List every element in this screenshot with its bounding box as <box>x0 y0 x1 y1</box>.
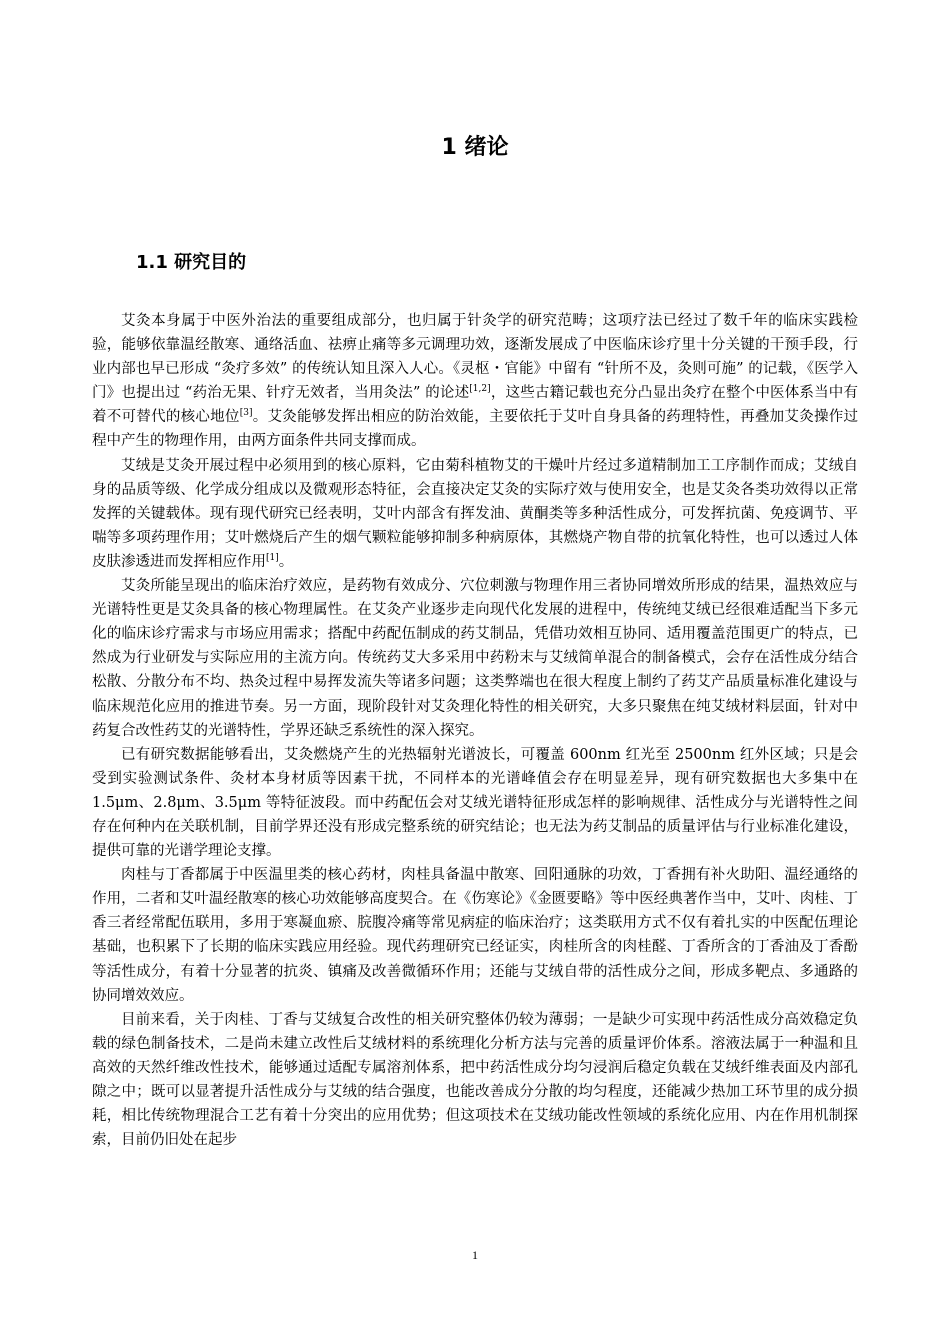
paragraph-2 <box>92 454 858 574</box>
page-number: 1 <box>472 1248 478 1262</box>
citation-ref: [3] <box>239 408 253 419</box>
chapter-title: 1 绪论 <box>441 135 509 160</box>
paragraph-4: 已有研究数据能够看出，艾灸燃烧产生的光热辐射光谱波长，可覆盖 600nm 红光至 2500nm 红外区域；只是会受到实验测试条件、灸材本身材质等因素干扰，不同样本的光谱峰值会存在明显差异，现有研究数据也大多集中在 1.5μm、2.8μm、3.5μm 等特征波段。而中药配伍会对艾绒光谱特征形成怎样的影响规律、活性成分与光谱特性之间存在何种内在关联机制，目前学界还没有形成完整系统的研究结论；也无法为药艾制品的质量评估与行业标准化建设，提供可靠的光谱学理论支撑。 <box>92 746 858 860</box>
citation-ref: [1,2] <box>469 384 491 395</box>
body-text <box>92 309 858 1152</box>
section-title: 1.1 研究目的 <box>136 252 247 273</box>
paragraph-text: 艾绒是艾灸开展过程中必须用到的核心原料，它由菊科植物艾的干燥叶片经过多道精制加工工序制作而成；艾绒自身的品质等级、化学成分组成以及微观形态特征，会直接决定艾灸的实际疗效与使用安全，也是艾灸各类功效得以正常发挥的关键载体。现有现代研究已经表明，艾叶内部含有挥发油、黄酮类等多种活性成分，可发挥抗菌、免疫调节、平喘等多项药理作用；艾叶燃烧后产生的烟气颗粒能够抑制多种病原体，其燃烧产物自带的抗氧化特性，也可以透过人体皮肤渗透进而发挥相应作用 <box>92 457 858 570</box>
paragraph-text: ，这些古籍记载也充分凸显出灸疗在整个中医体系当中有着不可替代的核心地位 <box>92 385 858 426</box>
paragraph-text: 。艾灸能够发挥出相应的防治效能，主要依托于艾叶自身具备的药理特性，再叠加艾灸操作过程中产生的物理作用，由两方面条件共同支撑而成。 <box>92 409 859 450</box>
paragraph-6: 目前来看，关于肉桂、丁香与艾绒复合改性的相关研究整体仍较为薄弱；一是缺少可实现中药活性成分高效稳定负载的绿色制备技术，二是尚未建立改性后艾绒材料的系统理化分析方法与完善的质量评价体系。溶液法属于一种温和且高效的天然纤维改性技术，能够通过适配专属溶剂体系，把中药活性成分均匀浸润后稳定负载在艾绒纤维表面及内部孔隙之中；既可以显著提升活性成分与艾绒的结合强度，也能改善成分分散的均匀程度，还能减少热加工环节里的成分损耗，相比传统物理混合工艺有着十分突出的应用优势；但这项技术在艾绒功能改性领域的系统化应用、内在作用机制探索，目前仍旧处在起步 <box>92 1011 858 1149</box>
paragraph-1 <box>92 309 858 454</box>
citation-ref: [1] <box>266 553 279 564</box>
paragraph-5: 肉桂与丁香都属于中医温里类的核心药材，肉桂具备温中散寒、回阳通脉的功效，丁香拥有补火助阳、温经通络的作用，二者和艾叶温经散寒的核心功效能够高度契合。在《伤寒论》《金匮要略》等中医经典著作当中，艾叶、肉桂、丁香三者经常配伍联用，多用于寒凝血瘀、脘腹冷痛等常见病症的临床治疗；这类联用方式不仅有着扎实的中医配伍理论基础，也积累下了长期的临床实践应用经验。现代药理研究已经证实，肉桂所含的肉桂醛、丁香所含的丁香油及丁香酚等活性成分，有着十分显著的抗炎、镇痛及改善微循环作用；还能与艾绒自带的活性成分之间，形成多靶点、多通路的协同增效效应。 <box>92 867 858 1004</box>
paragraph-text: 艾灸本身属于中医外治法的重要组成部分，也归属于针灸学的研究范畴；这项疗法已经过了数千年的临床实践检验，能够依靠温经散寒、通络活血、祛痹止痛等多元调理功效，逐渐发展成了中医临床诊疗里十分关键的干预手段，行业内部也早已形成 “灸疗多效” 的传统认知且深入人心。《灵枢・官能》中留有 “针所不及，灸则可施” 的记载，《医学入门》也提出过 “药治无果、针疗无效者，当用灸法” 的论述 <box>92 313 858 402</box>
paragraph-3: 艾灸所能呈现出的临床治疗效应，是药物有效成分、穴位刺激与物理作用三者协同增效所形成的结果，温热效应与光谱特性更是艾灸具备的核心物理属性。在艾灸产业逐步走向现代化发展的进程中，传统纯艾绒已经很难适配当下多元化的临床诊疗需求与市场应用需求；搭配中药配伍制成的药艾制品，凭借功效相互协同、适用覆盖范围更广的特点，已然成为行业研发与实际应用的主流方向。传统药艾大多采用中药粉末与艾绒简单混合的制备模式，会存在活性成分结合松散、分散分布不均、热灸过程中易挥发流失等诸多问题；这类弊端也在很大程度上制约了药艾产品质量标准化建设与临床规范化应用的推进节奏。另一方面，现阶段针对艾灸理化特性的相关研究，大多只聚焦在纯艾绒材料层面，针对中药复合改性药艾的光谱特性，学界还缺乏系统性的深入探究。 <box>92 578 858 739</box>
paragraph-text: 。 <box>278 553 294 570</box>
